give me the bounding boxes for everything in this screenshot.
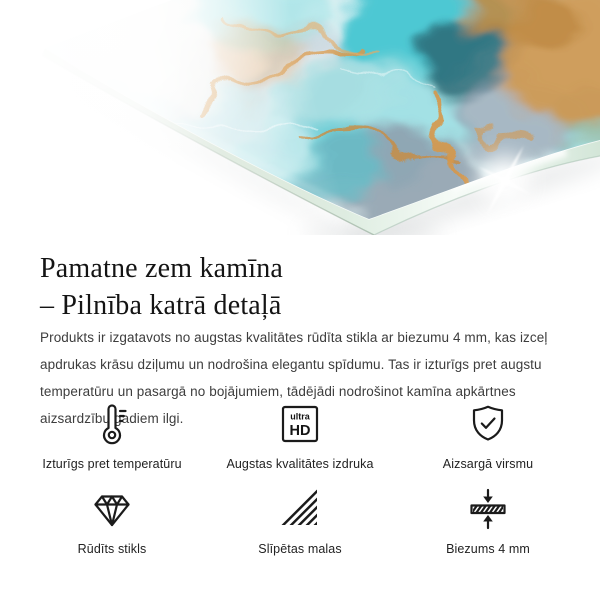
feature-surface-protection — [394, 402, 582, 471]
diamond-icon — [90, 487, 134, 531]
ultra-hd-icon — [278, 402, 322, 446]
shield-check-icon — [466, 402, 510, 446]
feature-print-quality — [206, 402, 394, 471]
hero-image — [0, 0, 600, 235]
feature-label: Slīpētas malas — [258, 542, 342, 556]
thickness-icon — [466, 487, 510, 531]
page-title-line1: Pamatne zem kamīna — [40, 252, 284, 284]
feature-polished-edges — [206, 487, 394, 556]
product-description-text: Produkts ir izgatavots no augstas kvalitātes rūdīta stikla ar biezumu 4 mm, kas izceļ apdrukas krāsu dziļumu un nodrošina elegantu spīdumu. Tas ir izturīgs pret augstu temperatūru un pasargā no bojājumiem, tādējādi nodrošinot kamīna apkārtnes aizsardzību gadiem ilgi. — [40, 329, 548, 426]
feature-temperature — [18, 402, 206, 471]
hd-text: HD — [289, 423, 311, 439]
feature-thickness — [394, 487, 582, 556]
page-title — [40, 250, 283, 324]
ultra-text: ultra — [290, 411, 310, 422]
feature-label: Izturīgs pret temperatūru — [42, 457, 182, 471]
features-grid — [18, 402, 582, 556]
feature-label: Augstas kvalitātes izdruka — [226, 457, 374, 471]
page-title-line2: – Pilnība katrā detaļā — [40, 289, 282, 321]
feature-tempered-glass — [18, 487, 206, 556]
feature-label: Rūdīts stikls — [77, 542, 147, 556]
glass-panel-marble-art — [0, 0, 600, 235]
beveled-edge-icon — [278, 487, 322, 531]
thermometer-icon — [90, 402, 134, 446]
feature-label: Biezums 4 mm — [446, 542, 530, 556]
feature-label: Aizsargā virsmu — [442, 457, 534, 471]
